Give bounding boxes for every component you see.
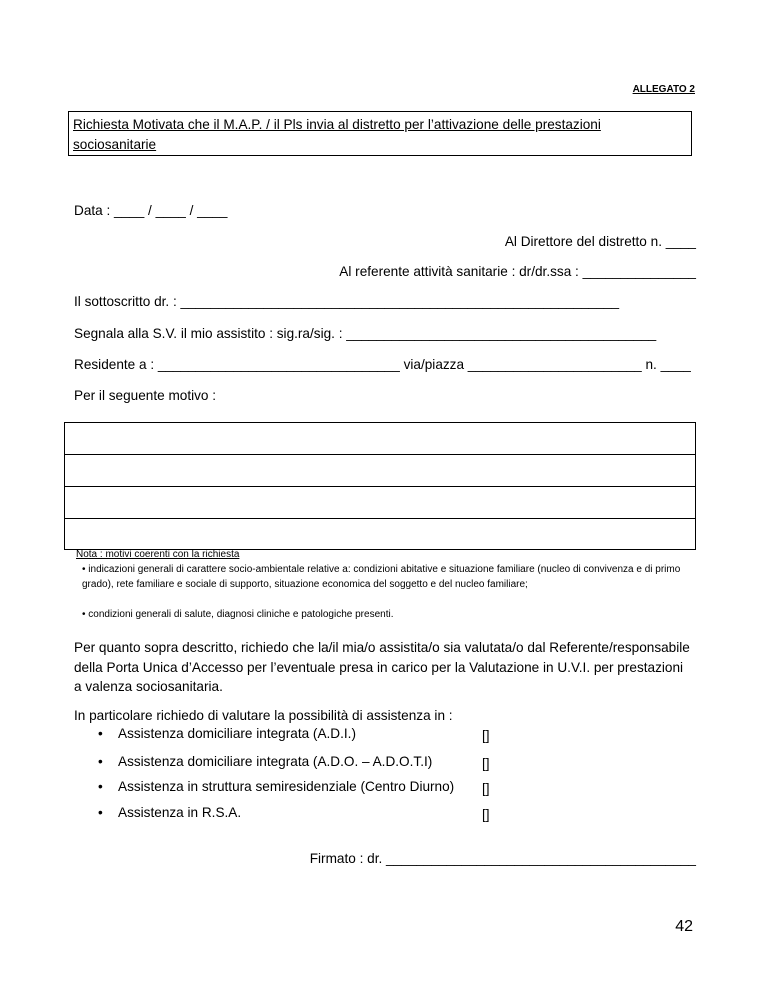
- page-number: 42: [675, 918, 693, 935]
- motivo-label: Per il seguente motivo :: [74, 388, 217, 403]
- motivo-row: [65, 487, 695, 519]
- bullet-icon: •: [98, 754, 103, 769]
- option-label-centro-diurno: Assistenza in struttura semiresidenziale (Centro Diurno): [118, 779, 455, 794]
- nota-title: Nota : motivi coerenti con la richiesta: [76, 549, 240, 560]
- option-checkbox-rsa[interactable]: []: [482, 807, 490, 822]
- bullet-icon: •: [98, 779, 103, 794]
- signature-field: Firmato : dr. _________________________________________: [309, 851, 696, 866]
- motivo-row: [65, 519, 695, 549]
- referente-field: Al referente attività sanitarie : dr/dr.ssa : _______________: [339, 264, 696, 279]
- direttore-field: Al Direttore del distretto n. ____: [504, 234, 696, 249]
- document-title-box: [68, 111, 692, 156]
- option-label-adi: Assistenza domiciliare integrata (A.D.I.): [118, 726, 356, 741]
- allegato-label: ALLEGATO 2: [632, 84, 695, 95]
- nota-item: • condizioni generali di salute, diagnosi cliniche e patologiche presenti.: [82, 609, 394, 620]
- sottoscritto-field: Il sottoscritto dr. : __________________________________________________________: [74, 294, 620, 309]
- option-checkbox-adi[interactable]: []: [482, 728, 490, 743]
- motivo-row: [65, 455, 695, 487]
- bullet-icon: •: [98, 726, 103, 741]
- option-checkbox-ado[interactable]: []: [482, 756, 490, 771]
- option-label-rsa: Assistenza in R.S.A.: [118, 805, 242, 820]
- residente-field: Residente a : ________________________________ via/piazza _______________________ n. ____: [74, 357, 691, 372]
- option-checkbox-centro-diurno[interactable]: []: [482, 781, 490, 796]
- request-paragraph: Per quanto sopra descritto, richiedo che la/il mia/o assistita/o sia valutata/o dal Referente/responsabile della Porta Unica d’Accesso per l’eventuale presa in carico per la Valutazione in U.V.I. per prestazioni a valenza sociosanitaria.: [74, 640, 690, 694]
- nota-item: • indicazioni generali di carattere socio-ambientale relative a: condizioni abitative e situazione familiare (nucleo di convivenza e di primo grado), rete familiare e sociale di supporto, situazione economica del soggetto e del nucleo familiare;: [82, 564, 681, 590]
- bullet-icon: •: [98, 805, 103, 820]
- segnala-field: Segnala alla S.V. il mio assistito : sig.ra/sig. : _________________________________________: [74, 326, 657, 341]
- options-intro: In particolare richiedo di valutare la possibilità di assistenza in :: [74, 708, 453, 723]
- date-field: Data : ____ / ____ / ____: [74, 203, 228, 218]
- motivo-row: [65, 423, 695, 455]
- option-label-ado: Assistenza domiciliare integrata (A.D.O. – A.D.O.T.I): [118, 754, 433, 769]
- motivo-table: [64, 422, 696, 550]
- document-title: Richiesta Motivata che il M.A.P. / il Pls invia al distretto per l’attivazione delle prestazioni sociosanitarie: [73, 117, 601, 152]
